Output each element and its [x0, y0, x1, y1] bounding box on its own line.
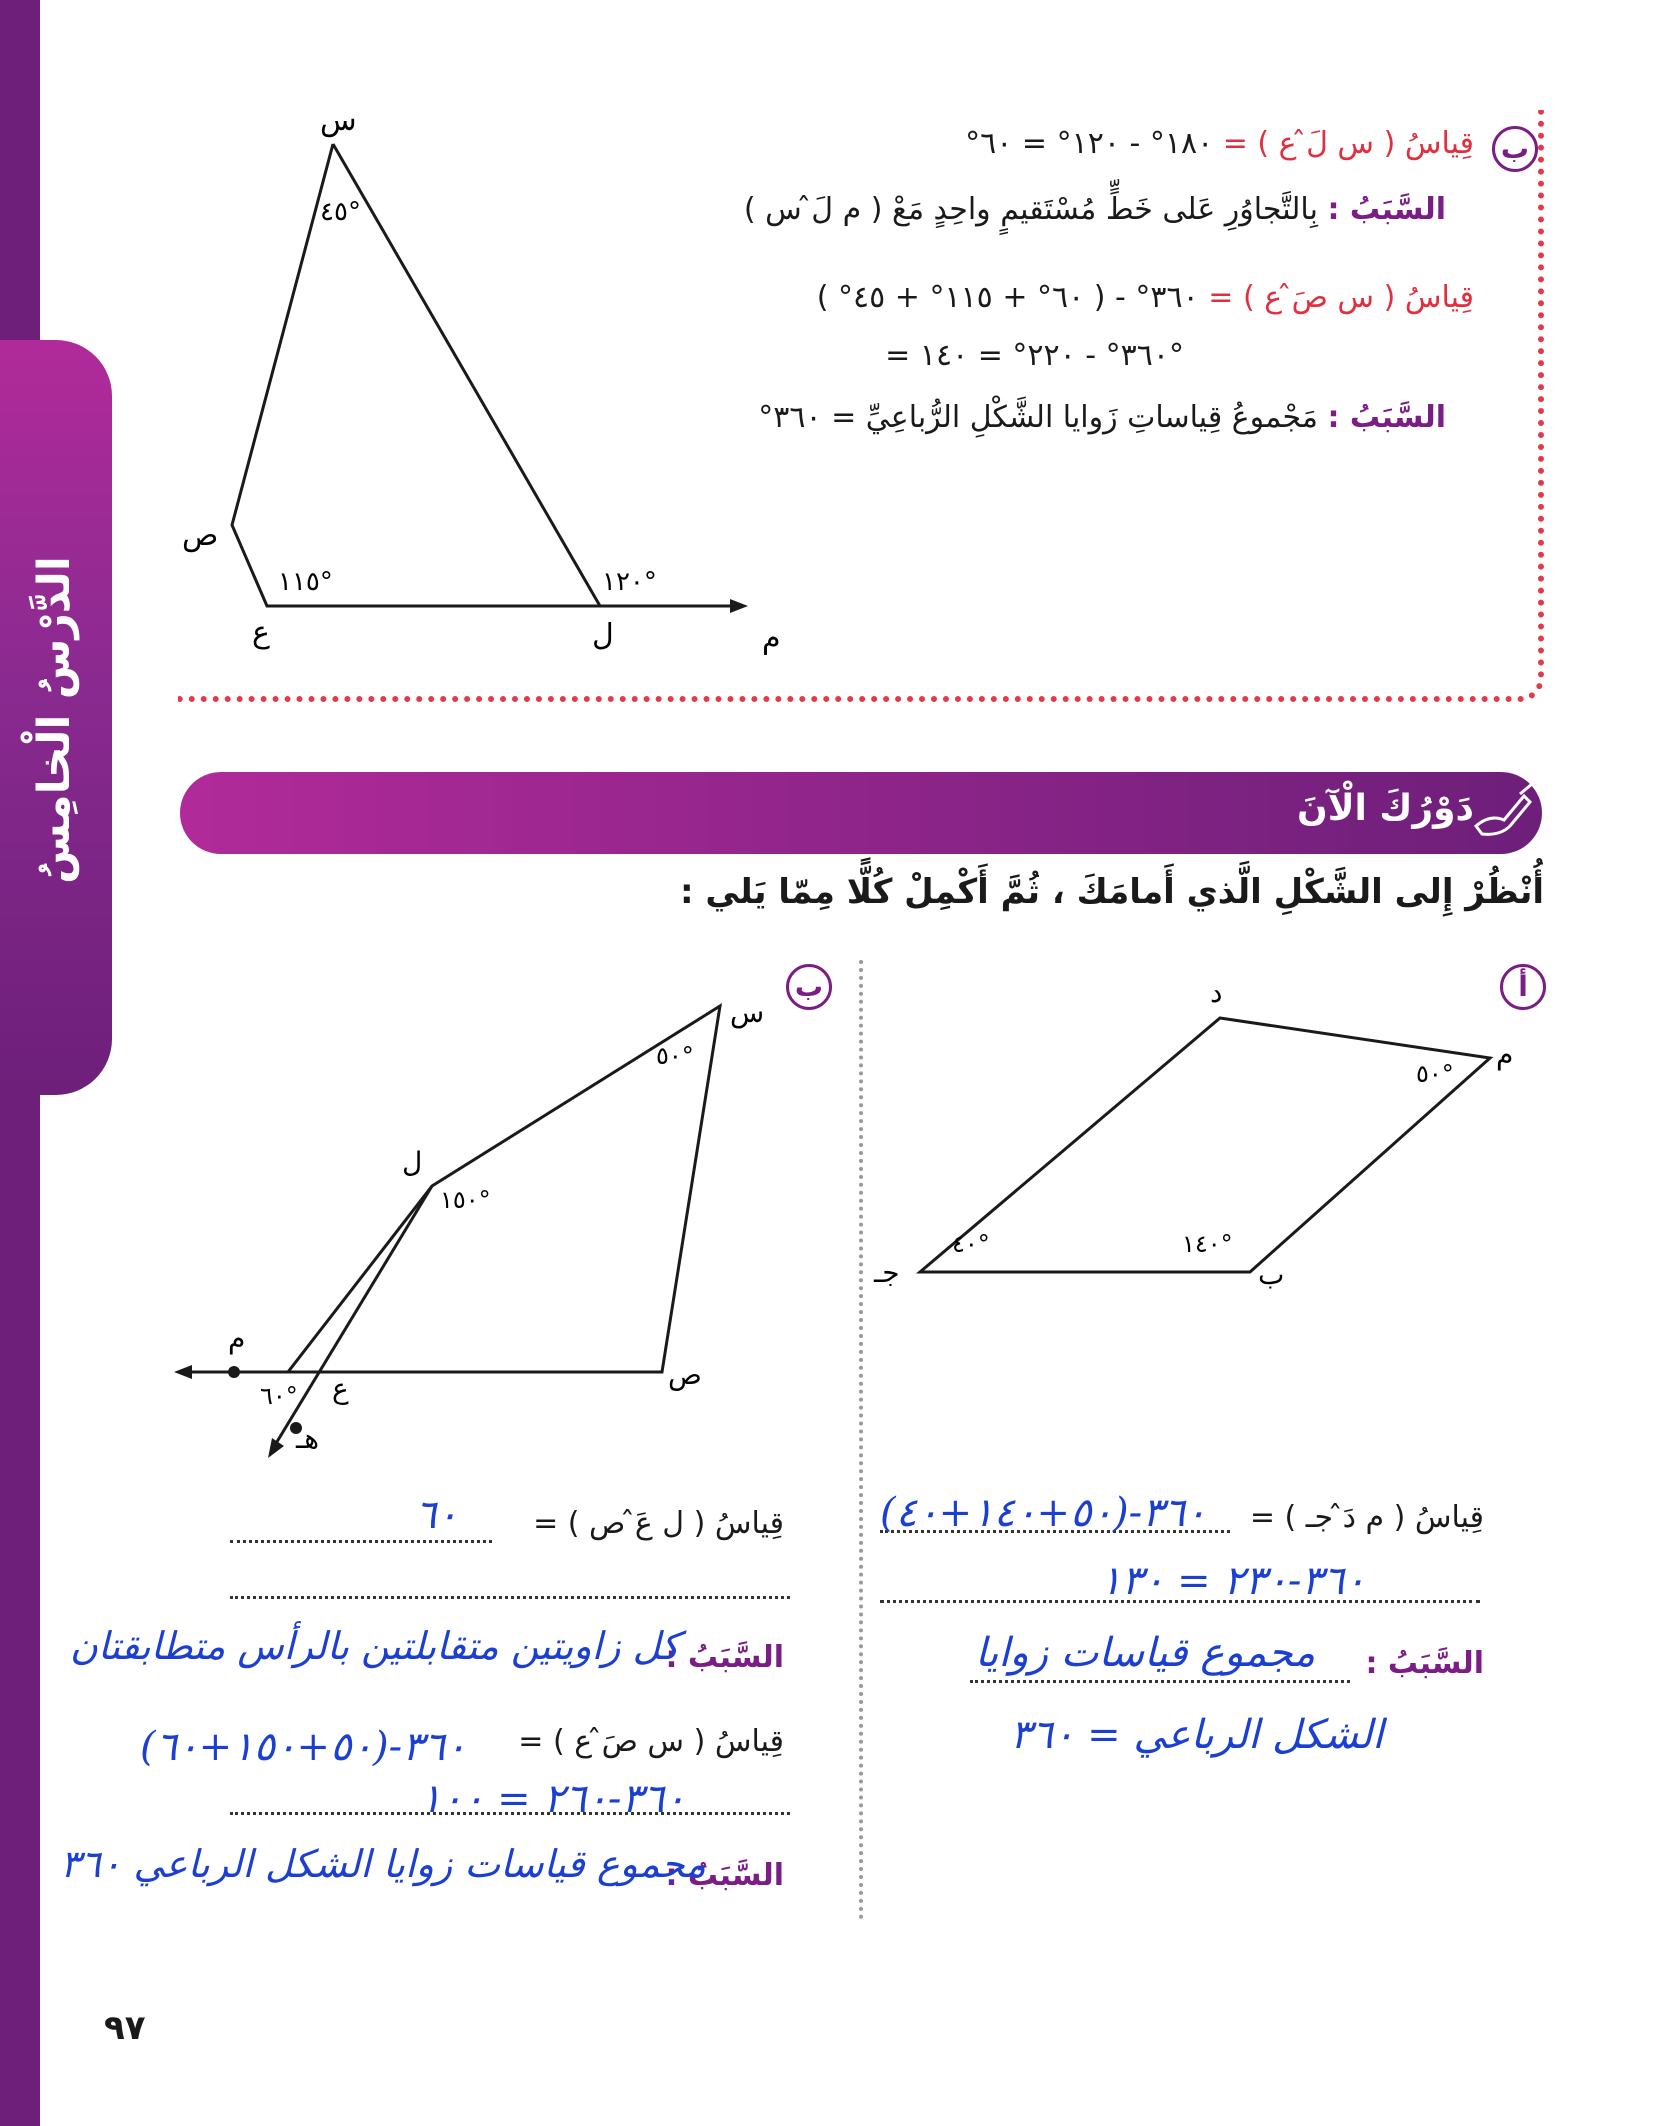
- part-b-quadrilateral-figure: [170, 980, 810, 1500]
- reason-label: السَّبَبُ :: [1327, 192, 1446, 227]
- angle-label-s: ٤٥°: [320, 197, 361, 227]
- angle-label-b: ١٤٠°: [1182, 1230, 1233, 1258]
- answer-line: [230, 1540, 492, 1543]
- angle-label-s: ٥٠°: [656, 1042, 694, 1070]
- top-reason-1-text: بِالتَّجاوُرِ عَلى خَطٍّ مُسْتَقيمٍ واحِدٍ مَعْ ( م لَ̂ س ): [743, 192, 1318, 227]
- part-a-q1-hand-1: ٣٦٠-(٥٠+١٤٠+٤٠): [880, 1490, 1207, 1536]
- vertex-label-d: د: [1210, 976, 1223, 1009]
- top-line-2: [817, 280, 1474, 315]
- part-a-reason-hand-2: الشكل الرباعي = ٣٦٠: [1010, 1712, 1384, 1758]
- part-b-q2-label: قِياسُ ( س صَ̂ ع ) =: [518, 1724, 784, 1759]
- part-b-reason-1-label: السَّبَبُ :: [665, 1640, 784, 1675]
- part-a-parallelogram-figure: [860, 970, 1520, 1310]
- angle-label-lam: ١٢٠°: [602, 567, 657, 597]
- reason-label: السَّبَبُ :: [1327, 400, 1446, 435]
- vertex-label-mim: م: [762, 621, 781, 656]
- lesson-label: الدَّرْسُ الْخامِسُ: [29, 556, 80, 884]
- top-reason-1: [744, 192, 1446, 227]
- top-reason-2-text: مَجْموعُ قِياساتِ زَوايا الشَّكْلِ الرُّباعِيِّ = ٣٦٠°: [758, 400, 1318, 435]
- page-number: ٩٧: [104, 2008, 146, 2048]
- part-b-q1-label: قِياسُ ( ل عَ̂ ص ) =: [533, 1506, 784, 1541]
- banner-title: دَوْرُكَ الْآنَ: [1297, 788, 1474, 829]
- angle-label-a: ٥٠°: [1416, 1060, 1454, 1088]
- vertex-label-mim: م: [228, 1322, 246, 1355]
- vertex-label-s: س: [730, 996, 765, 1029]
- vertex-label-sad: ص: [182, 518, 219, 553]
- angle-label-lam: ١٥٠°: [440, 1186, 491, 1214]
- vertex-label-lam: ل: [592, 618, 614, 653]
- pencil-hand-icon: [1470, 782, 1534, 842]
- top-line-2-label: قِياسُ ( س صَ̂ ع ) =: [1208, 280, 1474, 315]
- vertex-label-ain: ع: [332, 1372, 349, 1405]
- part-b-reason-2-label: السَّبَبُ :: [665, 1858, 784, 1893]
- vertex-label-sad: ص: [668, 1358, 702, 1391]
- part-b-q2-hand-2: ٣٦٠-٢٦٠ = ١٠٠: [420, 1776, 686, 1822]
- vertex-label-j: جـ: [874, 1256, 900, 1289]
- top-line-3: = ٣٦٠° - ٢٢٠° = ١٤٠°: [885, 338, 1184, 373]
- part-a-q1-hand-2: ٣٦٠-٢٣٠ = ١٣٠: [1100, 1558, 1366, 1604]
- badge-b-top: ب: [1492, 126, 1538, 172]
- top-reason-2: [758, 400, 1446, 435]
- top-quadrilateral-figure: [170, 100, 810, 660]
- badge-a: أ: [1500, 964, 1546, 1010]
- answer-line: [230, 1596, 790, 1599]
- instruction: أُنْظُرْ إِلى الشَّكْلِ الَّذي أَمامَكَ ، ثُمَّ أَكْمِلْ كُلًّا مِمّا يَلي :: [679, 872, 1544, 912]
- part-b-q1-hand: ٦٠: [415, 1492, 458, 1538]
- vertex-label-ain: ع: [252, 615, 270, 650]
- top-line-1-label: قِياسُ ( س لَ̂ ع ) =: [1222, 126, 1474, 161]
- top-line-1-value: ١٨٠° - ١٢٠° = ٦٠°: [965, 126, 1214, 161]
- part-b-reason-1-hand: كل زاويتين متقابلتين بالرأس متطابقتان: [70, 1624, 680, 1668]
- answer-line: [970, 1680, 1350, 1683]
- part-a-q1-label: قِياسُ ( م دَ̂ جـ ) =: [1249, 1500, 1484, 1535]
- angle-label-j: ٤٠°: [952, 1230, 990, 1258]
- vertex-label-lam: ل: [402, 1146, 423, 1179]
- vertex-label-a: م: [1496, 1038, 1514, 1071]
- part-a-reason-hand-1: مجموع قياسات زوايا: [975, 1630, 1316, 1676]
- vertex-label-s: س: [320, 103, 357, 138]
- part-b-q2-hand-1: ٣٦٠-(٥٠+١٥٠+٦٠): [140, 1724, 467, 1770]
- angle-label-ain: ٦٠°: [260, 1382, 298, 1410]
- vertex-label-ha: هـ: [296, 1422, 319, 1455]
- angle-label-ain: ١١٥°: [278, 567, 333, 597]
- part-a-reason-label: السَّبَبُ :: [1365, 1646, 1484, 1681]
- top-line-1: [965, 126, 1474, 161]
- badge-b: ب: [786, 964, 832, 1010]
- top-line-2-value: ٣٦٠° - ( ٦٠° + ١١٥° + ٤٥° ): [816, 280, 1199, 315]
- vertex-label-b: ب: [1258, 1258, 1285, 1291]
- part-b-reason-2-hand: مجموع قياسات زوايا الشكل الرباعي ٣٦٠: [60, 1842, 707, 1886]
